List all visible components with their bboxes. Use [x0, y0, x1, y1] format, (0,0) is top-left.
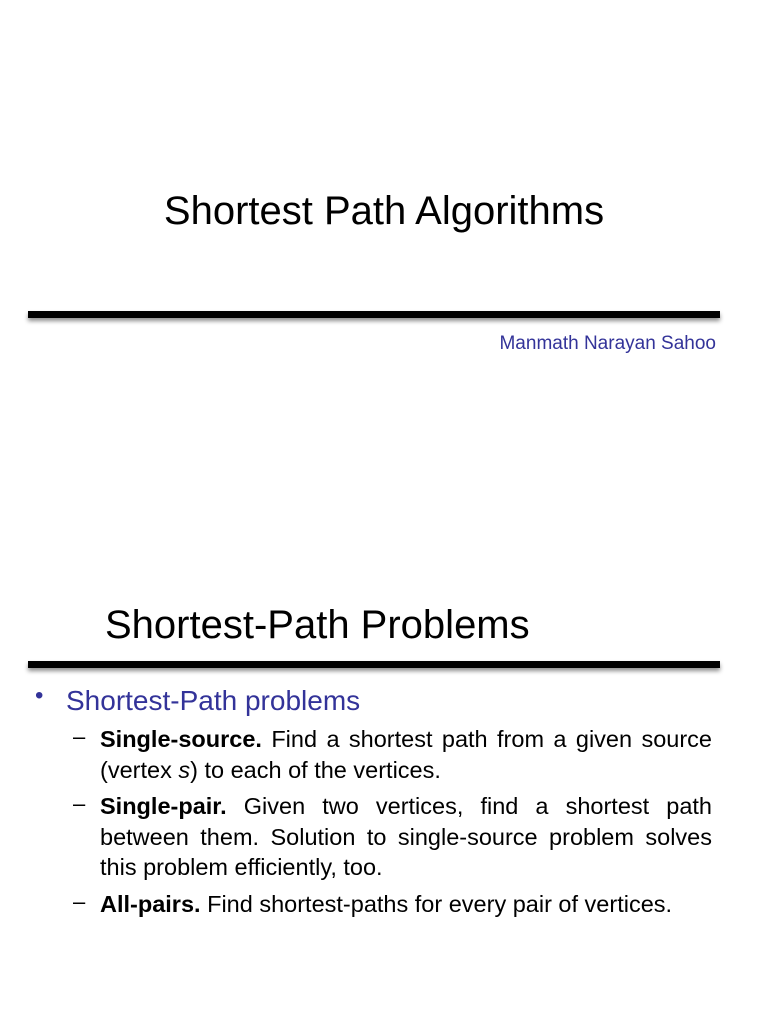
item-text: Given two vertices, find a shortest path between them. Solution to single-source problem solves this problem efficiently, too.: [100, 793, 712, 880]
slide-2: [0, 512, 768, 1024]
sub-item-list: [73, 724, 712, 925]
dash-icon: –: [73, 724, 86, 749]
bullet-icon: •: [35, 682, 44, 709]
list-item: [73, 888, 712, 920]
author-name: Manmath Narayan Sahoo: [499, 333, 716, 354]
slide-title: Shortest Path Algorithms: [163, 189, 605, 233]
bullet-text: Shortest-Path problems: [66, 685, 361, 716]
list-item: [73, 724, 712, 785]
item-lead: Single-pair.: [100, 793, 227, 819]
list-item: [73, 791, 712, 883]
item-lead: Single-source.: [100, 726, 262, 752]
item-text: Find a shortest path from a given source (vertex: [100, 726, 712, 783]
item-text: ) to each of the vertices.: [190, 756, 441, 783]
item-italic-var: s: [178, 756, 191, 783]
item-text: Find shortest-paths for every pair of vertices.: [200, 890, 673, 917]
dash-icon: –: [73, 791, 86, 816]
title-divider: [28, 661, 720, 668]
slide-title: Shortest-Path Problems: [105, 603, 530, 647]
dash-icon: –: [73, 888, 86, 914]
title-divider: [28, 311, 720, 318]
item-lead: All-pairs.: [100, 890, 201, 917]
